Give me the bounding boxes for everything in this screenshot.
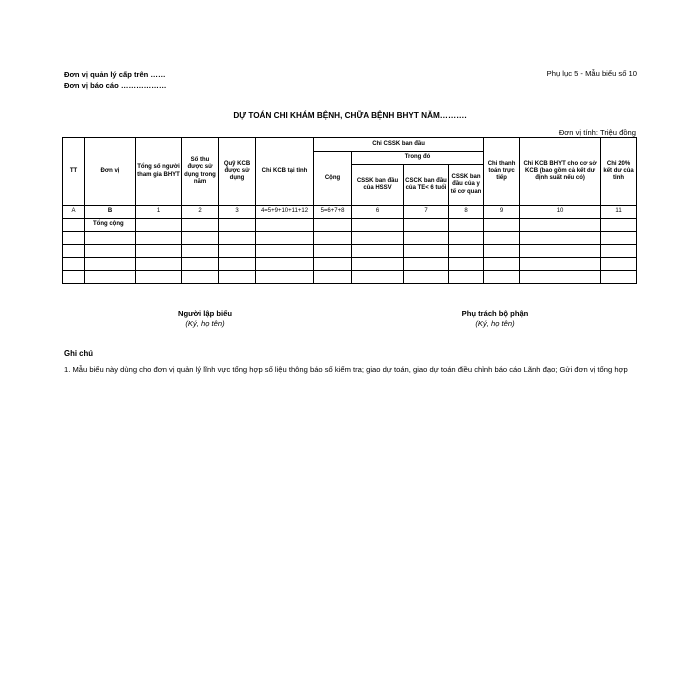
- header-csck-te: CSCK ban đầu của TE< 6 tuổi: [404, 165, 449, 206]
- table-cell: [520, 245, 601, 258]
- table-cell: [219, 258, 256, 271]
- table-cell: [520, 219, 601, 232]
- table-cell: [256, 258, 314, 271]
- table-cell: [256, 245, 314, 258]
- table-cell: [182, 245, 219, 258]
- table-cell: [182, 232, 219, 245]
- table-cell: [352, 258, 404, 271]
- header-chi-csskbd: Chi CSSK ban đầu: [314, 138, 484, 152]
- parent-unit-label: Đơn vị quản lý cấp trên ……: [64, 70, 166, 79]
- table-cell: [314, 258, 352, 271]
- index-cell: B: [85, 206, 136, 219]
- table-cell: [484, 232, 520, 245]
- table-cell: [601, 219, 637, 232]
- header-cong: Cộng: [314, 152, 352, 206]
- index-cell: 7: [404, 206, 449, 219]
- table-cell: [63, 219, 85, 232]
- table-cell: [352, 219, 404, 232]
- header-chi-kcb-tai-tinh: Chi KCB tại tỉnh: [256, 138, 314, 206]
- table-cell: [449, 258, 484, 271]
- preparer-note: (Ký, họ tên): [185, 318, 225, 328]
- table-cell: [404, 219, 449, 232]
- table-cell: [182, 258, 219, 271]
- reporting-unit-label: Đơn vị báo cáo ………………: [64, 81, 167, 90]
- index-row: [63, 206, 637, 219]
- table-cell: [63, 245, 85, 258]
- table-cell: [85, 232, 136, 245]
- table-cell: [85, 271, 136, 284]
- table-cell: [520, 258, 601, 271]
- appendix-label: Phụ lục 5 - Mẫu biểu số 10: [546, 69, 637, 78]
- table-cell: [449, 219, 484, 232]
- table-cell: [314, 271, 352, 284]
- table-cell: [352, 245, 404, 258]
- header-tong-so: Tổng số người tham gia BHYT: [136, 138, 182, 206]
- header-cssk-yte-co-quan: CSSK ban đầu của y tế cơ quan: [449, 165, 484, 206]
- notes-item-1: 1. Mẫu biểu này dùng cho đơn vị quản lý lĩnh vực tổng hợp số liệu thông báo số kiểm tra; giao dự toán, giao dự toán điều chỉnh báo cáo Lãnh đạo; Gửi đơn vị tổng hợp: [64, 365, 628, 374]
- header-don-vi: Đơn vị: [85, 138, 136, 206]
- preparer-title: Người lập biểu: [178, 309, 232, 318]
- index-cell: 4=5+9+10+11+12: [256, 206, 314, 219]
- table-cell: [314, 232, 352, 245]
- index-cell: 9: [484, 206, 520, 219]
- supervisor-signature: [445, 309, 545, 328]
- table-cell: [314, 245, 352, 258]
- table-cell: [404, 271, 449, 284]
- table-cell: [404, 232, 449, 245]
- table-cell: [63, 271, 85, 284]
- index-cell: 6: [352, 206, 404, 219]
- supervisor-note: (Ký, họ tên): [475, 318, 515, 328]
- table-cell: [314, 219, 352, 232]
- header-left: [64, 69, 166, 91]
- header-chi-20-ket-du: Chi 20% kết dư của tỉnh: [601, 138, 637, 206]
- budget-table: [62, 137, 637, 284]
- table-cell: [136, 219, 182, 232]
- table-cell: [85, 258, 136, 271]
- table-cell: [484, 271, 520, 284]
- table-cell: [219, 219, 256, 232]
- table-cell: [404, 245, 449, 258]
- table-cell: [136, 271, 182, 284]
- supervisor-title: Phụ trách bộ phận: [461, 309, 529, 318]
- index-cell: 2: [182, 206, 219, 219]
- table-cell: [484, 245, 520, 258]
- header-chi-kcb-bhyt-co-so: Chi KCB BHYT cho cơ sở KCB (bao gồm cả kết dư định suất nếu có): [520, 138, 601, 206]
- header-so-thu: Số thu được sử dụng trong năm: [182, 138, 219, 206]
- table-row: [63, 245, 637, 258]
- header-quy-kcb: Quỹ KCB được sử dụng: [219, 138, 256, 206]
- index-cell: 5=6+7+8: [314, 206, 352, 219]
- table-cell: [352, 232, 404, 245]
- table-cell: [449, 232, 484, 245]
- table-cell: [256, 271, 314, 284]
- table-cell: [601, 245, 637, 258]
- preparer-signature: [155, 309, 255, 328]
- table-cell: [449, 271, 484, 284]
- table-cell: [520, 271, 601, 284]
- table-cell: [601, 258, 637, 271]
- table-row: [63, 271, 637, 284]
- index-cell: 8: [449, 206, 484, 219]
- table-cell: [136, 258, 182, 271]
- header-chi-thanh-toan: Chi thanh toán trực tiếp: [484, 138, 520, 206]
- table-row: [63, 258, 637, 271]
- table-cell: [352, 271, 404, 284]
- table-cell: [63, 258, 85, 271]
- table-cell: [601, 271, 637, 284]
- index-cell: 10: [520, 206, 601, 219]
- table-cell: [85, 245, 136, 258]
- table-row: [63, 232, 637, 245]
- table-cell: [484, 258, 520, 271]
- table-cell: [601, 232, 637, 245]
- table-cell: [182, 271, 219, 284]
- header-trong-do: Trong đó: [352, 152, 484, 165]
- table-cell: [520, 232, 601, 245]
- table-cell: [484, 219, 520, 232]
- table-cell: [219, 245, 256, 258]
- notes-heading: Ghi chú: [64, 349, 94, 358]
- total-label: Tổng cộng: [85, 219, 136, 232]
- table-cell: [449, 245, 484, 258]
- index-cell: A: [63, 206, 85, 219]
- table-cell: [256, 219, 314, 232]
- page-title: DỰ TOÁN CHI KHÁM BỆNH, CHỮA BỆNH BHYT NĂM……….: [233, 111, 467, 120]
- table-cell: [63, 232, 85, 245]
- index-cell: 3: [219, 206, 256, 219]
- index-cell: 1: [136, 206, 182, 219]
- table-cell: [136, 232, 182, 245]
- header-tt: TT: [63, 138, 85, 206]
- unit-note: Đơn vị tính: Triệu đồng: [558, 128, 636, 137]
- table-cell: [219, 232, 256, 245]
- table-cell: [182, 219, 219, 232]
- table-cell: [136, 245, 182, 258]
- header-csskbd-hssv: CSSK ban đầu của HSSV: [352, 165, 404, 206]
- table-cell: [404, 258, 449, 271]
- index-cell: 11: [601, 206, 637, 219]
- table-cell: [256, 232, 314, 245]
- total-row: [63, 219, 637, 232]
- table-cell: [219, 271, 256, 284]
